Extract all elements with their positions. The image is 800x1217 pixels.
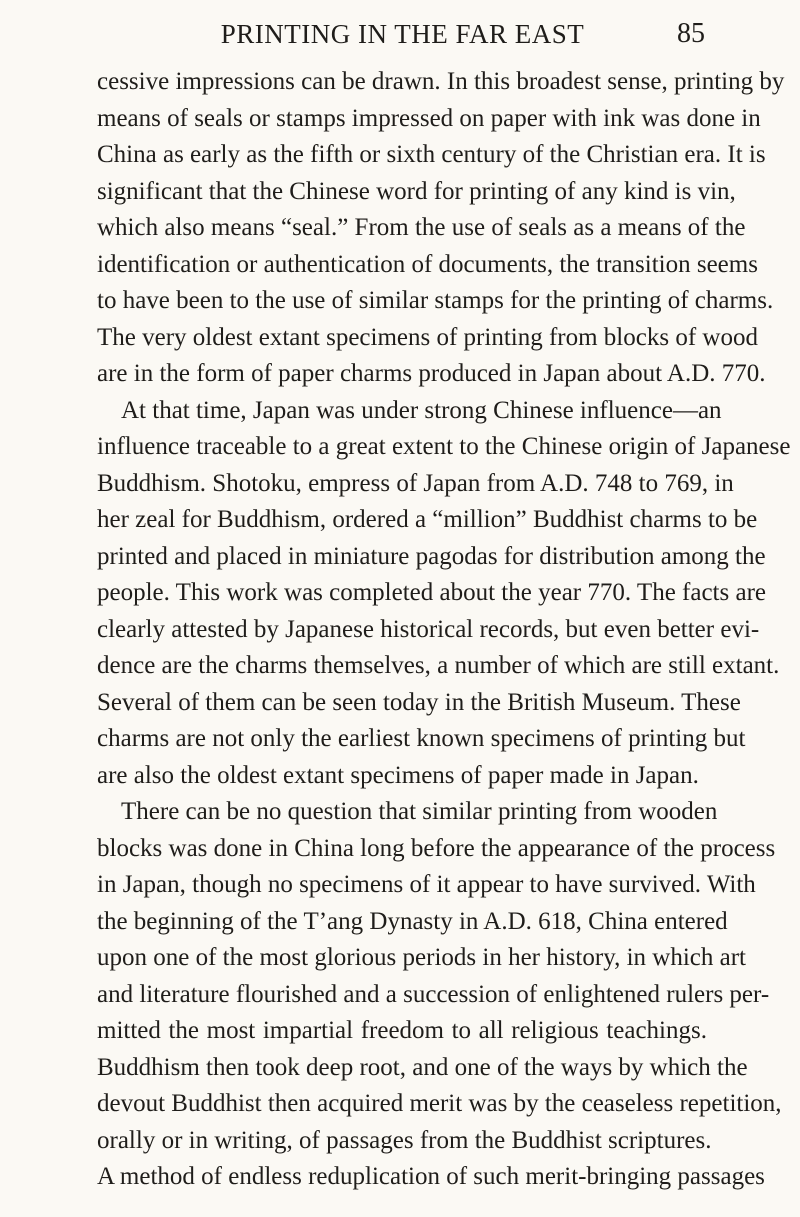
text-line: The very oldest extant specimens of printing from blocks of wood: [97, 323, 758, 351]
text-line: At that time, Japan was under strong Chinese influence—an: [121, 396, 722, 424]
running-title: PRINTING IN THE FAR EAST: [220, 19, 585, 49]
page-number: 85: [677, 18, 705, 49]
text-line: orally or in writing, of passages from the Buddhist scriptures.: [97, 1126, 712, 1154]
text-line: China as early as the fifth or sixth century of the Christian era. It is: [97, 141, 766, 168]
text-line: significant that the Chinese word for printing of any kind is vin,: [97, 177, 736, 205]
text-line: which also means “seal.” From the use of seals as a means of the: [97, 214, 746, 241]
text-line: the beginning of the T’ang Dynasty in A.D. 618, China entered: [97, 907, 728, 935]
text-line: Buddhism. Shotoku, empress of Japan from A.D. 748 to 769, in: [97, 469, 734, 497]
text-line: dence are the charms themselves, a number of which are still extant.: [97, 652, 780, 679]
text-line: are in the form of paper charms produced in Japan about A.D. 770.: [97, 360, 766, 387]
body-text: [97, 64, 791, 1196]
text-line: printed and placed in miniature pagodas for distribution among the: [97, 542, 766, 570]
text-line: are also the oldest extant specimens of paper made in Japan.: [97, 761, 699, 789]
text-line: blocks was done in China long before the appearance of the process: [97, 834, 776, 862]
text-line: Several of them can be seen today in the British Museum. These: [97, 688, 741, 716]
text-line: identification or authentication of documents, the transition seems: [97, 250, 758, 278]
text-line: charms are not only the earliest known specimens of printing but: [97, 725, 746, 752]
text-line: devout Buddhist then acquired merit was by the ceaseless repetition,: [97, 1090, 782, 1117]
text-line: A method of endless reduplication of such merit-bringing passages: [97, 1163, 765, 1190]
text-line: and literature flourished and a succession of enlightened rulers per-: [97, 980, 770, 1008]
text-line: means of seals or stamps impressed on paper with ink was done in: [97, 104, 761, 132]
text-line: mitted the most impartial freedom to all religious teachings.: [97, 1017, 707, 1044]
text-line: cessive impressions can be drawn. In this broadest sense, printing by: [97, 68, 785, 95]
text-line: clearly attested by Japanese historical records, but even better evi-: [97, 615, 760, 643]
text-line: in Japan, though no specimens of it appear to have survived. With: [97, 871, 756, 898]
text-line: influence traceable to a great extent to the Chinese origin of Japanese: [97, 433, 791, 460]
text-line: Buddhism then took deep root, and one of the ways by which the: [97, 1053, 748, 1081]
text-line: people. This work was completed about the year 770. The facts are: [97, 579, 766, 606]
text-line: upon one of the most glorious periods in her history, in which art: [97, 944, 746, 971]
text-line: her zeal for Buddhism, ordered a “million” Buddhist charms to be: [97, 506, 758, 533]
text-line: There can be no question that similar printing from wooden: [121, 798, 718, 825]
text-line: to have been to the use of similar stamps for the printing of charms.: [97, 287, 774, 314]
